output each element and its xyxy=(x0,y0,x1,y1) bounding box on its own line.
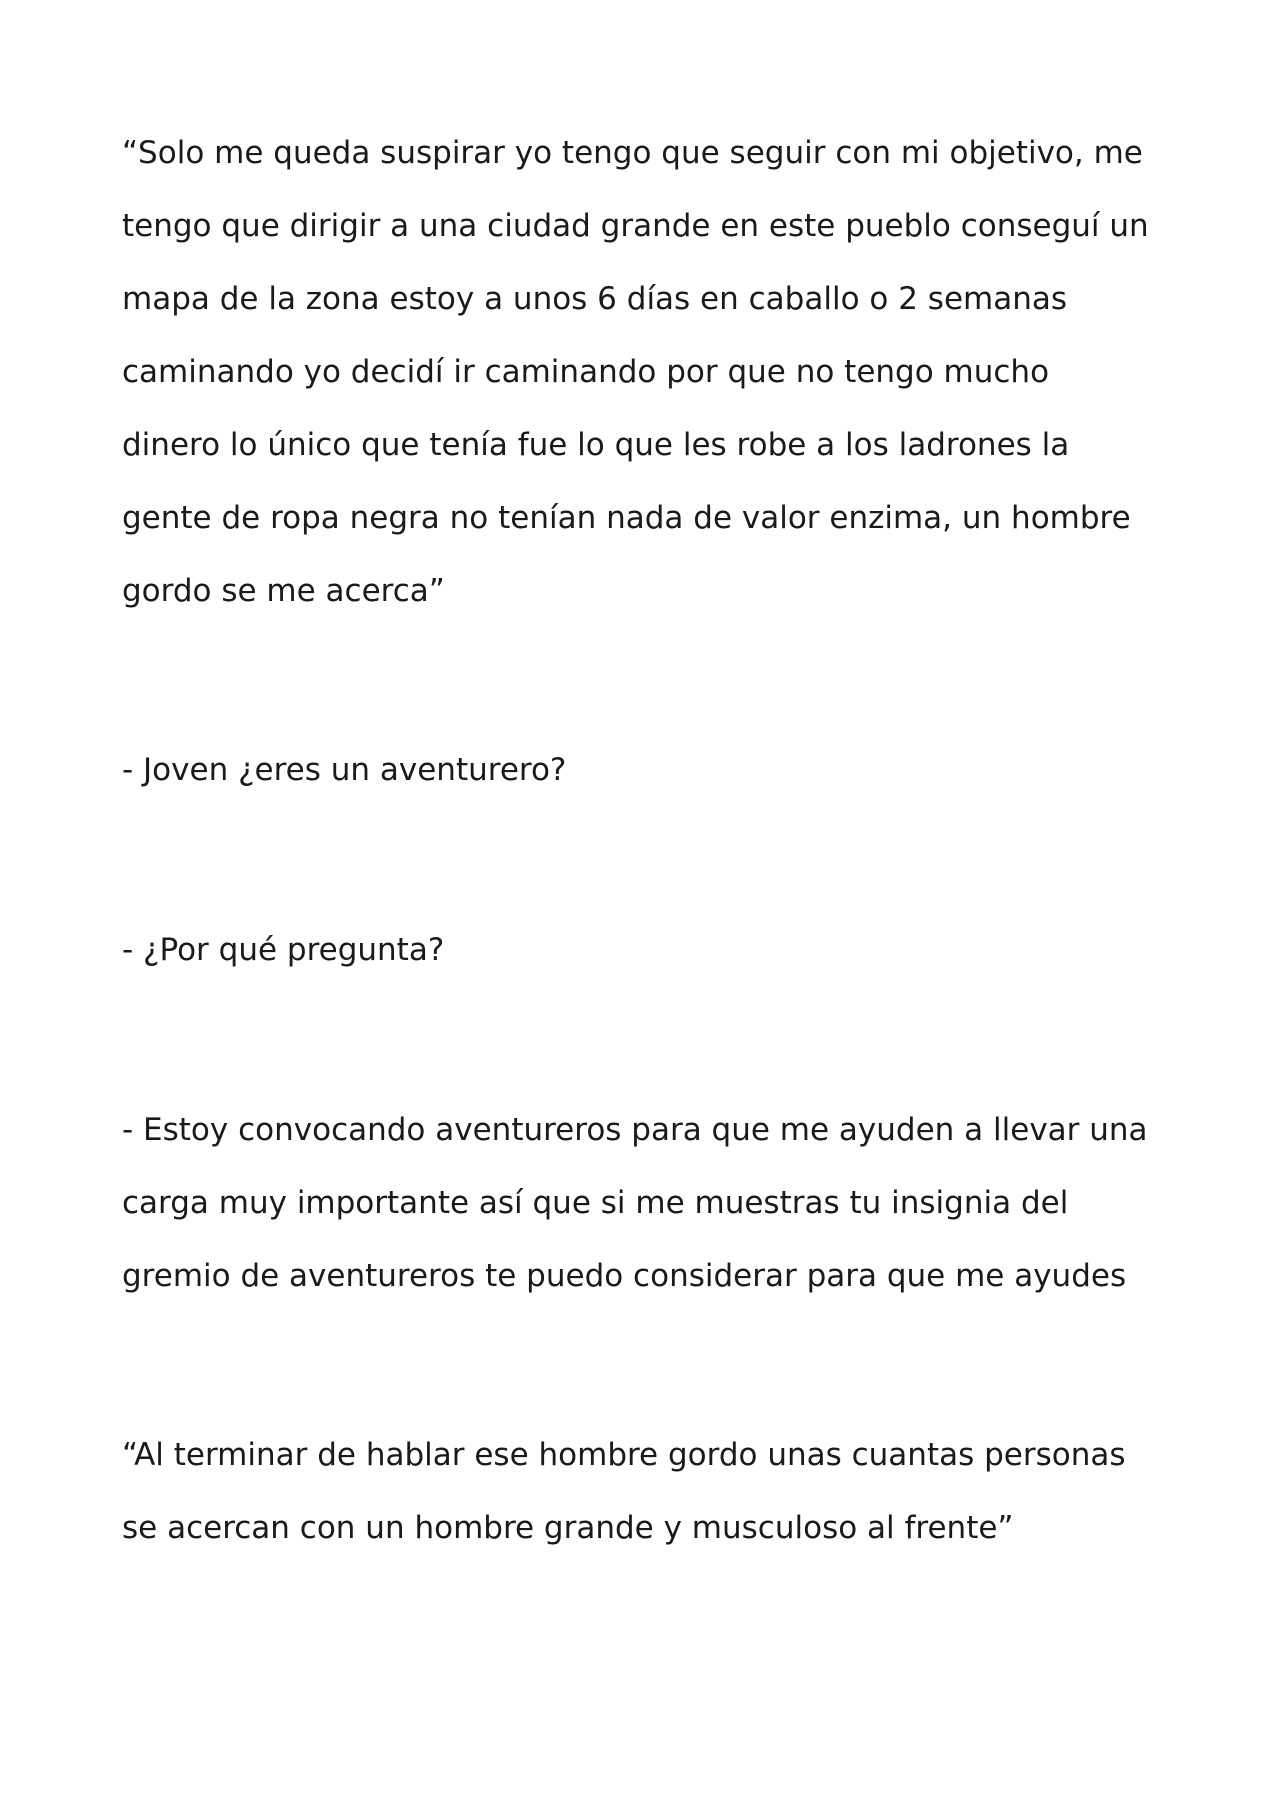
narration-paragraph: “Solo me queda suspirar yo tengo que seguir con mi objetivo, me tengo que dirigir a una ciudad grande en este pueblo conseguí un mapa de la zona estoy a unos 6 días en caballo o 2 semanas caminando yo decidí ir caminando por que no tengo mucho dinero lo único que tenía fue lo que les robe a los ladrones la gente de ropa negra no tenían nada de valor enzima, un hombre gordo se me acerca” xyxy=(122,135,1149,609)
dialogue-line: - Estoy convocando aventureros para que me ayuden a llevar una carga muy importante así que si me muestras tu insignia del gremio de aventureros te puedo considerar para que me ayudes xyxy=(122,1112,1148,1294)
dialogue-line: - Joven ¿eres un aventurero? xyxy=(122,752,567,788)
narration-paragraph: “Al terminar de hablar ese hombre gordo unas cuantas personas se acercan con un hombre grande y musculoso al frente” xyxy=(122,1437,1126,1546)
dialogue-line: - ¿Por qué pregunta? xyxy=(122,932,445,968)
